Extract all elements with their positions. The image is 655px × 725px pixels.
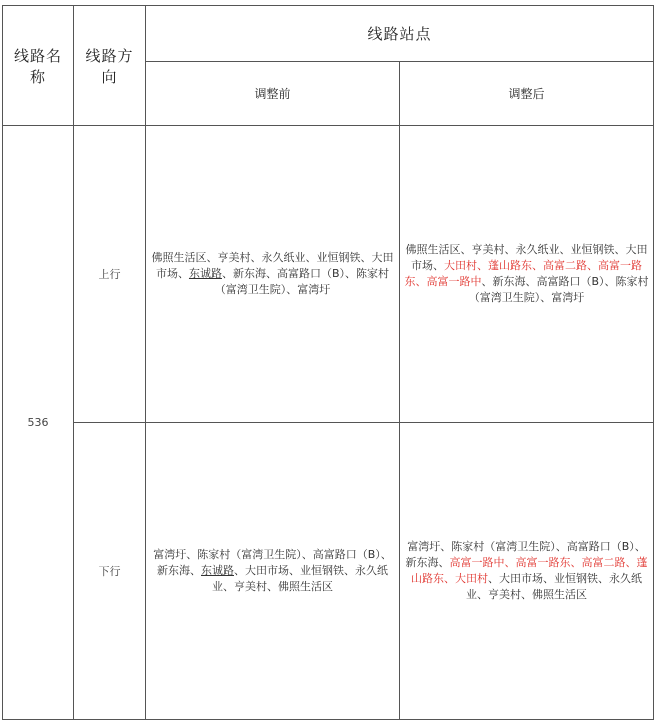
stops-segment: 富湾圩、陈家村（富湾卫生院）、高富路口（B）、新东海、 bbox=[153, 548, 392, 577]
header-stations: 线路站点 bbox=[146, 6, 654, 62]
direction-up: 上行 bbox=[74, 126, 146, 423]
header-direction: 线路方向 bbox=[74, 6, 146, 126]
route-adjustment-table bbox=[2, 5, 654, 720]
stops-after-up bbox=[400, 126, 654, 423]
stops-segment: 、大田市场、业恒钢铁、永久纸业、亨美村、佛照生活区 bbox=[466, 572, 642, 601]
header-after: 调整后 bbox=[400, 62, 654, 126]
stops-segment: 、新东海、高富路口（B）、陈家村（富湾卫生院）、富湾圩 bbox=[214, 267, 390, 296]
removed-stop-segment: 东诚路 bbox=[201, 564, 234, 577]
stops-before-up bbox=[146, 126, 400, 423]
stops-segment: 、新东海、高富路口（B）、陈家村（富湾卫生院）、富湾圩 bbox=[468, 275, 649, 304]
stops-segment: 富湾圩、陈家村（富湾卫生院）、高富路口（B）、新东海、 bbox=[405, 540, 646, 569]
direction-down: 下行 bbox=[74, 423, 146, 720]
changed-stops-segment: 大田村、蓬山路东、高富二路、高富一路东、高富一路中 bbox=[404, 259, 642, 288]
stops-segment: 佛照生活区、亨美村、永久纸业、业恒钢铁、大田市场、 bbox=[405, 243, 648, 272]
removed-stop-segment: 东诚路 bbox=[188, 267, 222, 280]
route-number: 536 bbox=[3, 126, 74, 720]
stops-segment: 、大田市场、业恒钢铁、永久纸业、亨美村、佛照生活区 bbox=[212, 564, 388, 593]
stops-before-down bbox=[146, 423, 400, 720]
header-route-name: 线路名称 bbox=[3, 6, 74, 126]
changed-stops-segment: 高富一路中、高富一路东、高富二路、蓬山路东、大田村 bbox=[411, 556, 648, 585]
stops-after-down bbox=[400, 423, 654, 720]
header-before: 调整前 bbox=[146, 62, 400, 126]
stops-segment: 佛照生活区、亨美村、永久纸业、业恒钢铁、大田市场、 bbox=[151, 251, 394, 280]
